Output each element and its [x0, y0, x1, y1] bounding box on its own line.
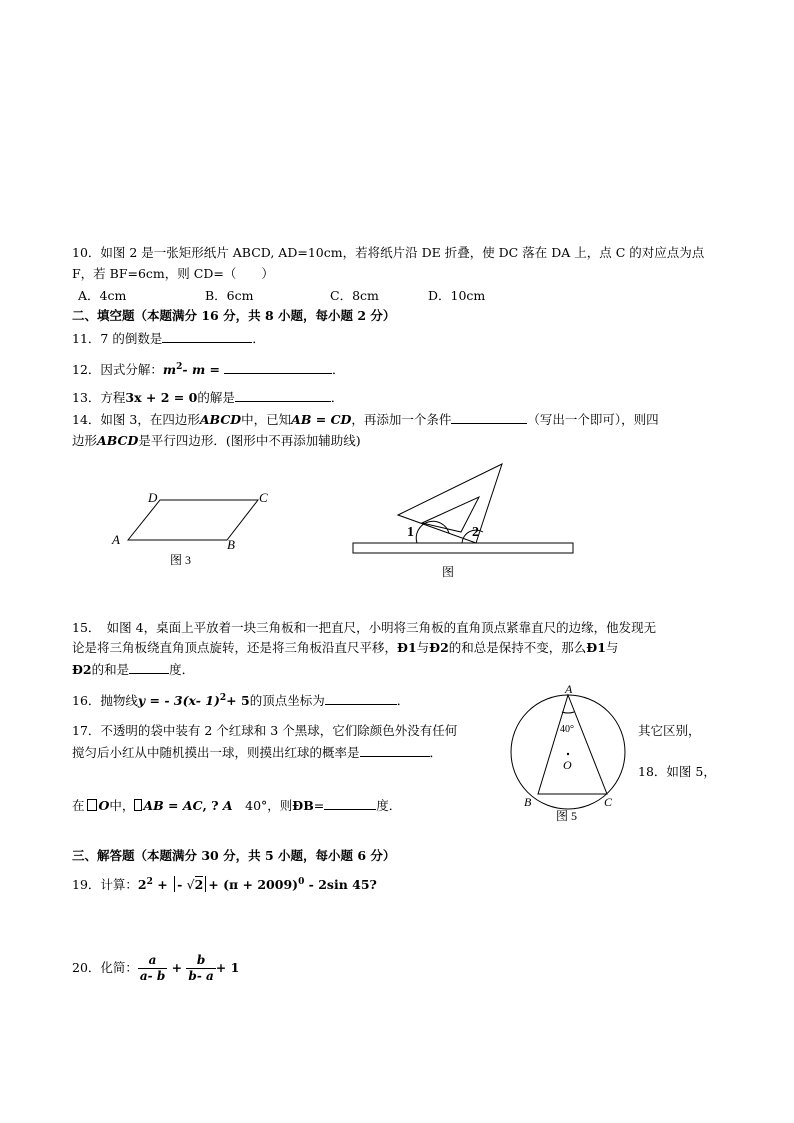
- q20: [72, 951, 239, 985]
- q11-end: ．: [252, 331, 265, 346]
- q10-option-c: C．8cm: [330, 288, 379, 303]
- q16-exp: 2: [219, 692, 227, 703]
- q15-l3a: 与: [605, 640, 619, 655]
- q19-base: 2: [137, 877, 147, 892]
- q15-angle1: Ð1: [397, 640, 417, 655]
- fig5-label-a: A: [565, 682, 573, 696]
- q11-text: 11．7 的倒数是: [72, 331, 163, 346]
- q16-prefix: 16．抛物线: [72, 693, 138, 708]
- q18-arc-ab: AB: [143, 798, 164, 813]
- q18-angle-b: ÐB: [292, 798, 314, 813]
- q14-abcd: ABCD: [199, 412, 242, 427]
- arc-symbol-icon: [134, 799, 142, 811]
- fig4-caption: 图: [442, 565, 455, 579]
- q12-prefix: 12．因式分解：: [72, 362, 163, 377]
- q20-fraction-2: [186, 953, 215, 984]
- plus-icon: +: [167, 960, 187, 975]
- fig3-label-c: C: [259, 490, 268, 505]
- q13-answer-blank[interactable]: [235, 389, 331, 402]
- fig4-angle-2: 2: [472, 525, 479, 540]
- figure-4-triangle-ruler: [350, 460, 576, 582]
- q19-prefix: 19．计算：: [72, 877, 138, 892]
- q15-l3b: 的和是: [91, 662, 130, 677]
- fig3-label-b: B: [227, 537, 235, 552]
- fig5-label-b: B: [524, 795, 532, 809]
- q18-a: A: [222, 798, 233, 813]
- q18-end: 度．: [376, 798, 402, 813]
- q14-p2: 中，已知: [241, 412, 292, 427]
- q18-o: O: [98, 798, 110, 813]
- q12: [72, 361, 345, 378]
- q15-angle1-b: Ð1: [586, 640, 606, 655]
- q14-l2a: 边形: [72, 433, 98, 448]
- q10-option-d: D．10cm: [428, 288, 486, 303]
- q20-fraction-1: [138, 953, 167, 984]
- fig3-label-a: A: [112, 532, 120, 547]
- q13-prefix: 13．方程: [72, 390, 126, 405]
- q19-exp: 2: [146, 876, 153, 887]
- q15-line3: [72, 661, 194, 678]
- q15-angle2: Ð2: [429, 640, 449, 655]
- q16-answer-blank[interactable]: [325, 692, 397, 705]
- abs-bar-left-icon: [174, 876, 175, 892]
- fig5-label-c: C: [604, 795, 613, 809]
- q10-option-a: A．4cm: [78, 288, 127, 303]
- q13: [72, 389, 343, 406]
- q13-suffix: 的解是: [197, 390, 235, 405]
- fig3-label-d: D: [148, 490, 158, 505]
- q14-answer-blank[interactable]: [451, 411, 527, 424]
- q14-p3: ，再添加一个条件: [351, 412, 452, 427]
- q14-condition: AB = CD: [291, 412, 352, 427]
- q18-p3: , ?: [202, 798, 223, 813]
- q18-p1: 在: [72, 798, 85, 813]
- q15-line1: 15． 如图 4，桌面上平放着一块三角板和一把直尺，小明将三角板的直角顶点紧靠直尺的边缘，他发现无: [72, 620, 657, 635]
- q20-d2: b- a: [188, 969, 214, 983]
- q12-expr-b: - m =: [182, 362, 220, 377]
- q16-expr: y = - 3(x- 1): [137, 693, 220, 708]
- q12-expr-a: m: [162, 362, 177, 377]
- q17-end: ．: [429, 745, 443, 760]
- q19-plus: +: [152, 877, 173, 892]
- q10-option-b: B．6cm: [205, 288, 254, 303]
- q17-l2: 搅匀后小红从中随机摸出一球，则摸出红球的概率是: [72, 745, 360, 760]
- q14-abcd-2: ABCD: [97, 433, 139, 448]
- q20-d1: a- b: [139, 969, 166, 983]
- section2-heading: 二、填空题（本题满分 16 分，共 8 小题，每小题 2 分）: [72, 308, 396, 323]
- q18-arc-ac: AC: [182, 798, 203, 813]
- q15-l2c: 的和总是保持不变，那么: [448, 640, 587, 655]
- q11: [72, 330, 265, 347]
- q15-l3c: 度．: [169, 662, 195, 677]
- fig5-label-o: O: [563, 758, 572, 772]
- sqrt-icon: √: [186, 877, 195, 892]
- q17-answer-blank[interactable]: [360, 744, 430, 757]
- q19-rest: + (π + 2009): [208, 877, 299, 892]
- q12-answer-blank[interactable]: [224, 361, 332, 374]
- q12-exp: 2: [176, 361, 183, 372]
- q17-line2: [72, 744, 442, 761]
- q10-line2: F，若 BF=6cm，则 CD=（ ）: [72, 266, 274, 281]
- q14-l2b: 是平行四边形．(图形中不再添加辅助线): [138, 433, 361, 448]
- q14-p4: （写出一个即可），则四: [527, 412, 659, 427]
- q18-line: [72, 797, 401, 814]
- q15-angle2-b: Ð2: [72, 662, 92, 677]
- circle-symbol-icon: [87, 799, 97, 811]
- q14-line1: [72, 411, 659, 428]
- figure-3-parallelogram: [110, 488, 280, 568]
- q15-line2: [72, 640, 618, 656]
- q18-eq: =: [163, 798, 183, 813]
- q13-expr: 3x + 2 = 0: [125, 390, 198, 405]
- fig5-angle-label: 40°: [560, 724, 574, 735]
- q19-rest2: - 2sin 45?: [304, 877, 377, 892]
- q19-exp0: 0: [298, 876, 305, 887]
- q11-answer-blank[interactable]: [162, 330, 252, 343]
- abs-bar-right-icon: [205, 876, 206, 892]
- q15-l2b: 与: [416, 640, 430, 655]
- q18-p4: 40°，则: [232, 798, 293, 813]
- q16-suffix: 的顶点坐标为: [249, 693, 325, 708]
- figure-5-circle-triangle: [510, 682, 635, 822]
- q14-line2: [72, 433, 361, 449]
- q16: [72, 692, 409, 709]
- q19: [72, 876, 377, 893]
- fig4-angle-1: 1: [407, 525, 414, 540]
- fig5-caption: 图 5: [556, 809, 578, 823]
- q18-p5: =: [313, 798, 325, 813]
- q20-tail: + 1: [215, 960, 240, 975]
- q20-n1: a: [138, 953, 167, 969]
- q19-sqrt: 2: [194, 877, 204, 892]
- q12-end: ．: [331, 362, 345, 377]
- q20-prefix: 20．化简：: [72, 960, 138, 975]
- q14-p1: 14．如图 3，在四边形: [72, 412, 200, 427]
- q18-label: 18．如图 5，: [638, 764, 716, 779]
- q17-line1: 17．不透明的袋中装有 2 个红球和 3 个黑球，它们除颜色外没有任何: [72, 723, 458, 738]
- q16-end: ．: [396, 693, 410, 708]
- q20-n2: b: [186, 953, 215, 969]
- q17-line1b: 其它区别，: [638, 723, 701, 738]
- q18-answer-blank[interactable]: [324, 797, 376, 810]
- q10-line1: 10．如图 2 是一张矩形纸片 ABCD, AD=10cm，若将纸片沿 DE 折叠，使 DC 落在 DA 上，点 C 的对应点为点: [72, 245, 705, 260]
- section3-heading: 三、解答题（本题满分 30 分，共 5 小题，每小题 6 分）: [72, 848, 396, 863]
- q13-end: ．: [330, 390, 344, 405]
- q16-expr2: + 5: [226, 693, 250, 708]
- q15-answer-blank[interactable]: [129, 661, 169, 674]
- q19-abs-inner: -: [177, 877, 187, 892]
- fig3-caption: 图 3: [170, 553, 192, 567]
- q15-l2a: 论是将三角板绕直角顶点旋转，还是将三角板沿直尺平移，: [72, 640, 398, 655]
- q18-p2: 中，: [109, 798, 135, 813]
